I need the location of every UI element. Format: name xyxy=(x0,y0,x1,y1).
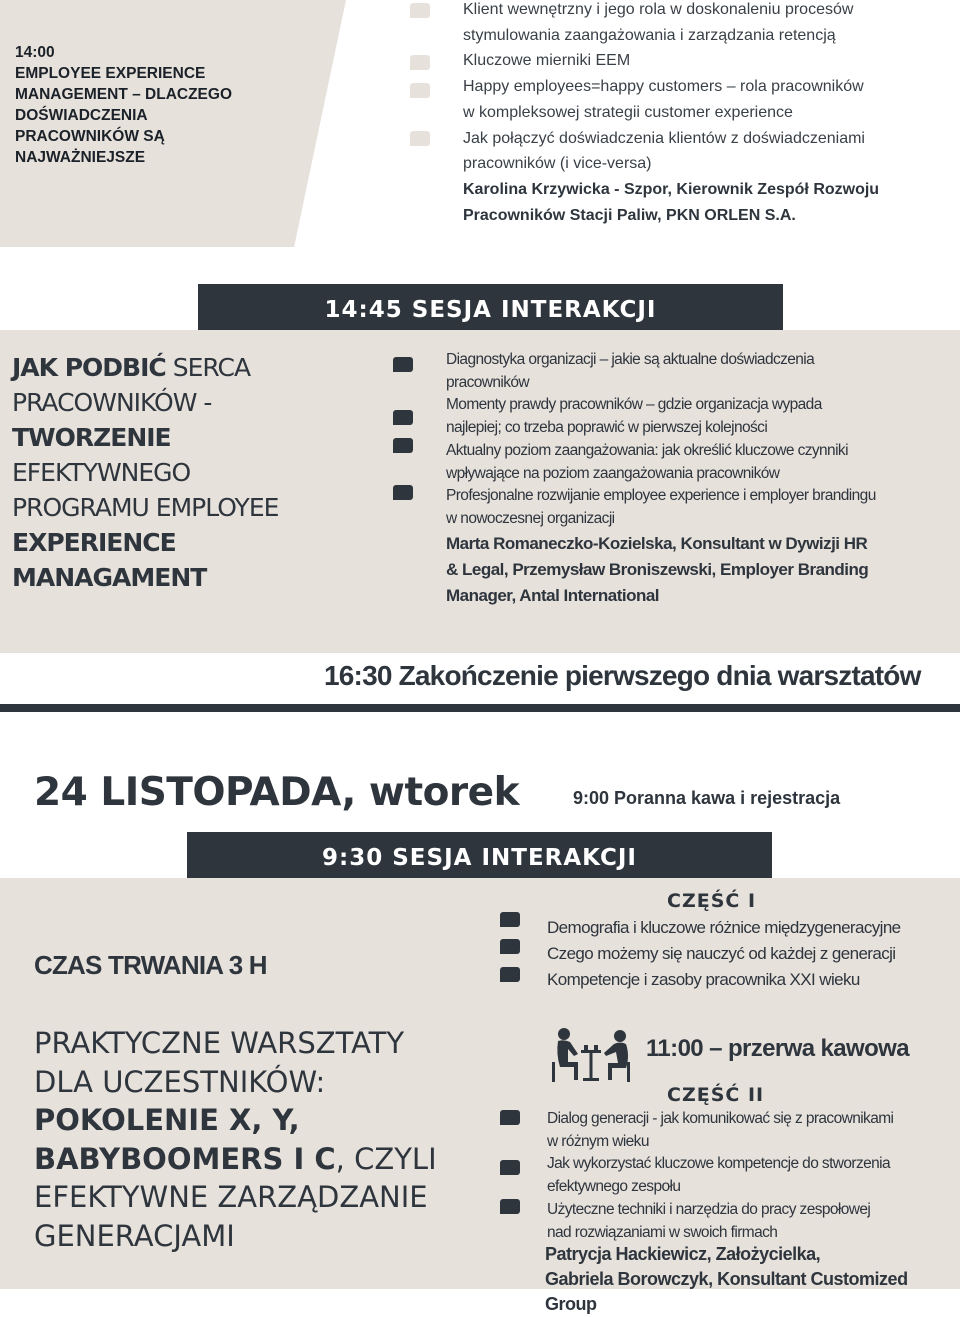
part2-title: CZĘŚĆ II xyxy=(667,1084,765,1106)
agenda-line: efektywnego zespołu xyxy=(547,1178,681,1196)
tag-line: NAJWAŻNIEJSZE xyxy=(15,149,146,166)
tag-line: MANAGEMENT – DLACZEGO xyxy=(15,86,232,103)
divider-bar xyxy=(0,704,960,712)
session1-header: 14:45 SESJA INTERAKCJI xyxy=(198,284,783,330)
tag-line: 14:00 xyxy=(15,44,55,61)
session-tag-14-00 xyxy=(0,0,346,247)
bullet-icon xyxy=(410,131,430,146)
duration-text: CZAS TRWANIA 3 H xyxy=(34,950,267,980)
part1-agenda xyxy=(547,915,947,993)
session2-header: 9:30 SESJA INTERAKCJI xyxy=(187,832,772,878)
agenda-line: Dialog generacji - jak komunikować się z pracownikami xyxy=(547,1110,894,1127)
bullet-icon xyxy=(410,3,430,18)
agenda-line: najlepiej; co trzeba poprawić w pierwszej kolejności xyxy=(446,419,768,437)
bullet-icon xyxy=(500,967,520,982)
agenda-line: Kompetencje i zasoby pracownika XXI wieku xyxy=(547,970,860,989)
tag-line: EMPLOYEE EXPERIENCE xyxy=(15,65,206,82)
day2-coffee: 9:00 Poranna kawa i rejestracja xyxy=(573,788,841,808)
bullet-icon xyxy=(500,912,520,927)
agenda-line: wpływające na poziom zaangażowania pracowników xyxy=(446,464,780,482)
bullet-icon xyxy=(393,485,413,500)
speaker-line: Patrycja Hackiewicz, Założycielka, xyxy=(545,1244,821,1264)
agenda-line: w kompleksowej strategii customer experience xyxy=(463,103,793,121)
speaker-line: Pracowników Stacji Paliw, PKN ORLEN S.A. xyxy=(463,206,796,224)
tag-line: PRACOWNIKÓW SĄ xyxy=(15,128,165,145)
speaker-line: Karolina Krzywicka - Szpor, Kierownik Zespół Rozwoju xyxy=(463,180,880,198)
session1-title: JAK PODBIĆ SERCA PRACOWNIKÓW - TWORZENIE EFEKTYWNEGO PROGRAMU EMPLOYEE EXPERIENCE MANAGAMENT xyxy=(12,353,279,592)
agenda-line: pracowników xyxy=(446,373,529,391)
bullet-icon xyxy=(410,83,430,98)
part1-title: CZĘŚĆ I xyxy=(667,890,757,912)
agenda-line: pracowników (i vice-versa) xyxy=(463,155,652,173)
workshop-title: PRAKTYCZNE WARSZTATY DLA UCZESTNIKÓW: POKOLENIE X, Y, BABYBOOMERS I C, CZYLI EFEKTYWNE ZARZĄDZANIE GENERACJAMI xyxy=(34,1026,437,1253)
agenda-line: nad rozwiązaniami w swoich firmach xyxy=(547,1223,778,1241)
bullet-icon xyxy=(500,1110,520,1125)
bullet-icon xyxy=(500,1160,520,1175)
agenda-line: Klient wewnętrzny i jego rola w doskonaleniu procesów xyxy=(463,1,854,18)
agenda-line: stymulowania zaangażowania i zarządzania retencją xyxy=(463,26,836,44)
part2-speakers xyxy=(545,1242,955,1317)
bullet-icon xyxy=(393,410,413,425)
agenda-line: Użyteczne techniki i narzędzia do pracy zespołowej xyxy=(547,1200,871,1218)
bullet-icon xyxy=(410,55,430,70)
bullet-icon xyxy=(393,438,413,453)
agenda-line: Czego możemy się nauczyć od każdej z generacji xyxy=(547,944,896,963)
speaker-line: & Legal, Przemysław Broniszewski, Employer Branding xyxy=(446,559,869,579)
agenda-line: Kluczowe mierniki EEM xyxy=(463,52,631,70)
block1-agenda xyxy=(463,0,953,228)
speaker-line: Marta Romaneczko-Kozielska, Konsultant w Dywizji HR xyxy=(446,533,868,553)
agenda-line: Aktualny poziom zaangażowania: jak określić kluczowe czynniki xyxy=(446,441,848,459)
speaker-line: Manager, Antal International xyxy=(446,585,660,605)
closing-text: 16:30 Zakończenie pierwszego dnia warsztatów xyxy=(324,660,921,691)
agenda-line: Profesjonalne rozwijanie employee experience i employer brandingu xyxy=(446,487,876,505)
agenda-line: w nowoczesnej organizacji xyxy=(446,509,615,527)
session1-agenda xyxy=(446,349,946,609)
bullet-icon xyxy=(500,939,520,954)
agenda-line: Jak wykorzystać kluczowe kompetencje do stworzenia xyxy=(547,1155,891,1173)
day2-date: 24 LISTOPADA, wtorek xyxy=(34,770,520,815)
bullet-icon xyxy=(393,357,413,372)
agenda-line: Happy employees=happy customers – rola pracowników xyxy=(463,78,864,96)
part2-agenda xyxy=(547,1108,957,1244)
agenda-line: Momenty prawdy pracowników – gdzie organizacja wypada xyxy=(446,396,822,414)
agenda-line: w różnym wieku xyxy=(547,1132,649,1150)
agenda-line: Diagnostyka organizacji – jakie są aktualne doświadczenia xyxy=(446,351,815,368)
agenda-line: Demografia i kluczowe różnice międzygeneracyjne xyxy=(547,918,901,937)
coffee-break-icon xyxy=(548,1024,634,1084)
bullet-icon xyxy=(500,1199,520,1214)
speaker-line: Gabriela Borowczyk, Konsultant Customized Group xyxy=(545,1269,908,1314)
agenda-line: Jak połączyć doświadczenia klientów z doświadczeniami xyxy=(463,129,865,147)
break-text: 11:00 – przerwa kawowa xyxy=(646,1035,909,1062)
tag-line: DOŚWIADCZENIA xyxy=(15,107,148,124)
